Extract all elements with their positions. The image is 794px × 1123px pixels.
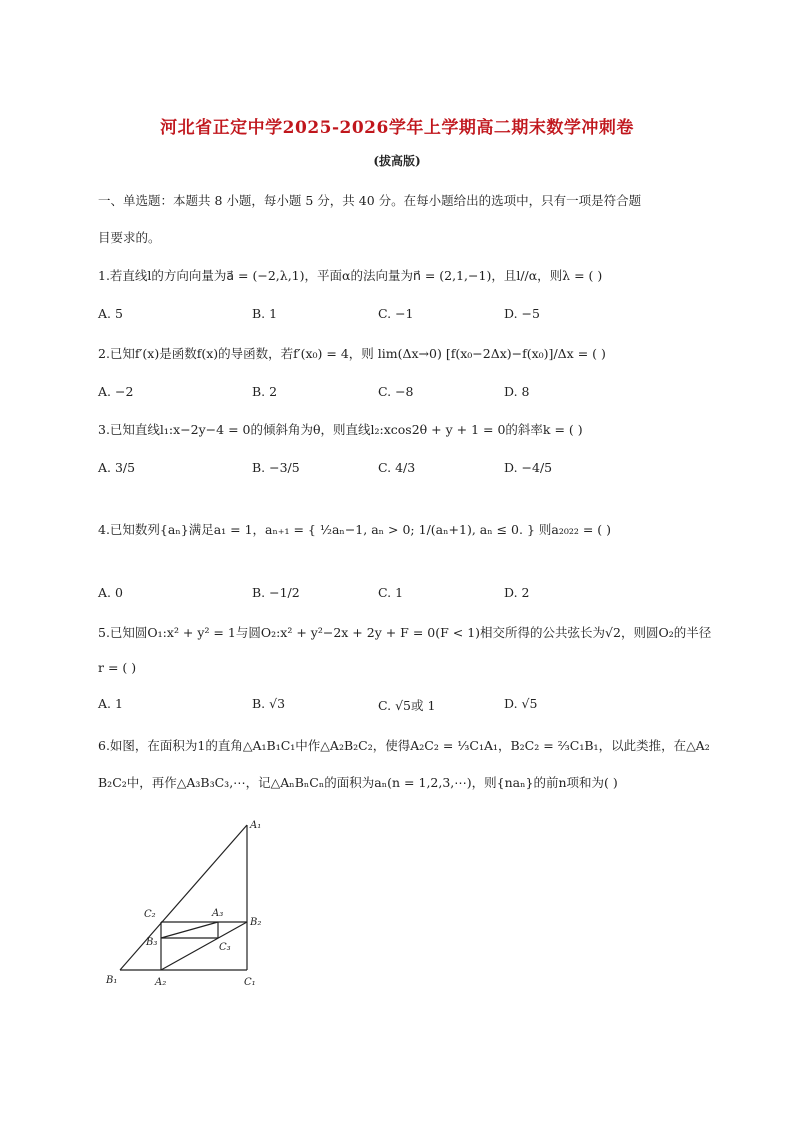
question-5-stem-cont: r = ( ) xyxy=(98,660,137,675)
question-4-option-b[interactable]: B. −1/2 xyxy=(252,585,300,600)
question-3-option-c[interactable]: C. 4/3 xyxy=(378,460,416,475)
question-1-stem: 1.若直线l的方向向量为a⃗ = (−2,λ,1)，平面α的法向量为n⃗ = (2,1,−1)，且l//α，则λ = ( ) xyxy=(98,268,603,283)
question-1-option-d[interactable]: D. −5 xyxy=(504,306,540,321)
question-1-option-a[interactable]: A. 5 xyxy=(98,306,123,321)
question-2-option-d[interactable]: D. 8 xyxy=(504,384,530,399)
page-subtitle: (拔高版) xyxy=(373,154,421,168)
question-4-stem: 4.已知数列{aₙ}满足a₁ = 1，aₙ₊₁ = { ½aₙ−1, aₙ > 0; 1/(aₙ+1), aₙ ≤ 0. } 则a₂₀₂₂ = ( ) xyxy=(98,522,612,537)
label-b3: B₃ xyxy=(146,937,158,948)
question-1-option-c[interactable]: C. −1 xyxy=(378,306,414,321)
question-3-option-a[interactable]: A. 3/5 xyxy=(98,460,136,475)
question-2-option-a[interactable]: A. −2 xyxy=(98,384,134,399)
edge-b3-a3 xyxy=(161,922,218,938)
question-4-option-a[interactable]: A. 0 xyxy=(98,585,123,600)
question-2-stem: 2.已知f′(x)是函数f(x)的导函数，若f′(x₀) = 4，则 lim(Δx→0) [f(x₀−2Δx)−f(x₀)]/Δx = ( ) xyxy=(98,346,606,361)
section-instruction-line1: 一、单选题：本题共 8 小题，每小题 5 分，共 40 分。在每小题给出的选项中，只有一项是符合题 xyxy=(98,193,642,208)
question-3-option-d[interactable]: D. −4/5 xyxy=(504,460,553,475)
question-5-option-c[interactable]: C. √5或 1 xyxy=(378,698,436,713)
page-title: 河北省正定中学2025-2026学年上学期高二期末数学冲刺卷 xyxy=(160,118,634,138)
question-1-option-b[interactable]: B. 1 xyxy=(252,306,278,321)
question-2-option-c[interactable]: C. −8 xyxy=(378,384,414,399)
label-c1: C₁ xyxy=(244,977,256,988)
triangle-diagram xyxy=(100,815,280,995)
section-instruction-line2: 目要求的。 xyxy=(98,230,161,245)
question-5-option-d[interactable]: D. √5 xyxy=(504,696,538,711)
question-4-option-c[interactable]: C. 1 xyxy=(378,585,404,600)
question-4-option-d[interactable]: D. 2 xyxy=(504,585,530,600)
edge-a2-b2 xyxy=(161,922,247,970)
question-5-option-a[interactable]: A. 1 xyxy=(98,696,123,711)
question-5-option-b[interactable]: B. √3 xyxy=(252,696,286,711)
question-6-stem-cont: B₂C₂中，再作△A₃B₃C₃,⋯，记△AₙBₙCₙ的面积为aₙ(n = 1,2,3,⋯)，则{naₙ}的前n项和为( ) xyxy=(98,775,618,790)
label-b1: B₁ xyxy=(106,975,118,986)
label-a3: A₃ xyxy=(212,908,224,919)
label-a2: A₂ xyxy=(155,977,167,988)
label-c3: C₃ xyxy=(219,942,231,953)
question-5-stem: 5.已知圆O₁:x² + y² = 1与圆O₂:x² + y²−2x + 2y + F = 0(F < 1)相交所得的公共弦长为√2，则圆O₂的半径 xyxy=(98,625,712,640)
question-6-stem: 6.如图，在面积为1的直角△A₁B₁C₁中作△A₂B₂C₂，使得A₂C₂ = ⅓C₁A₁，B₂C₂ = ⅔C₁B₁，以此类推，在△A₂ xyxy=(98,738,710,753)
question-2-option-b[interactable]: B. 2 xyxy=(252,384,278,399)
question-3-stem: 3.已知直线l₁:x−2y−4 = 0的倾斜角为θ，则直线l₂:xcos2θ + y + 1 = 0的斜率k = ( ) xyxy=(98,422,583,437)
question-3-option-b[interactable]: B. −3/5 xyxy=(252,460,300,475)
label-b2: B₂ xyxy=(250,917,262,928)
label-c2: C₂ xyxy=(144,909,156,920)
label-a1: A₁ xyxy=(250,820,262,831)
